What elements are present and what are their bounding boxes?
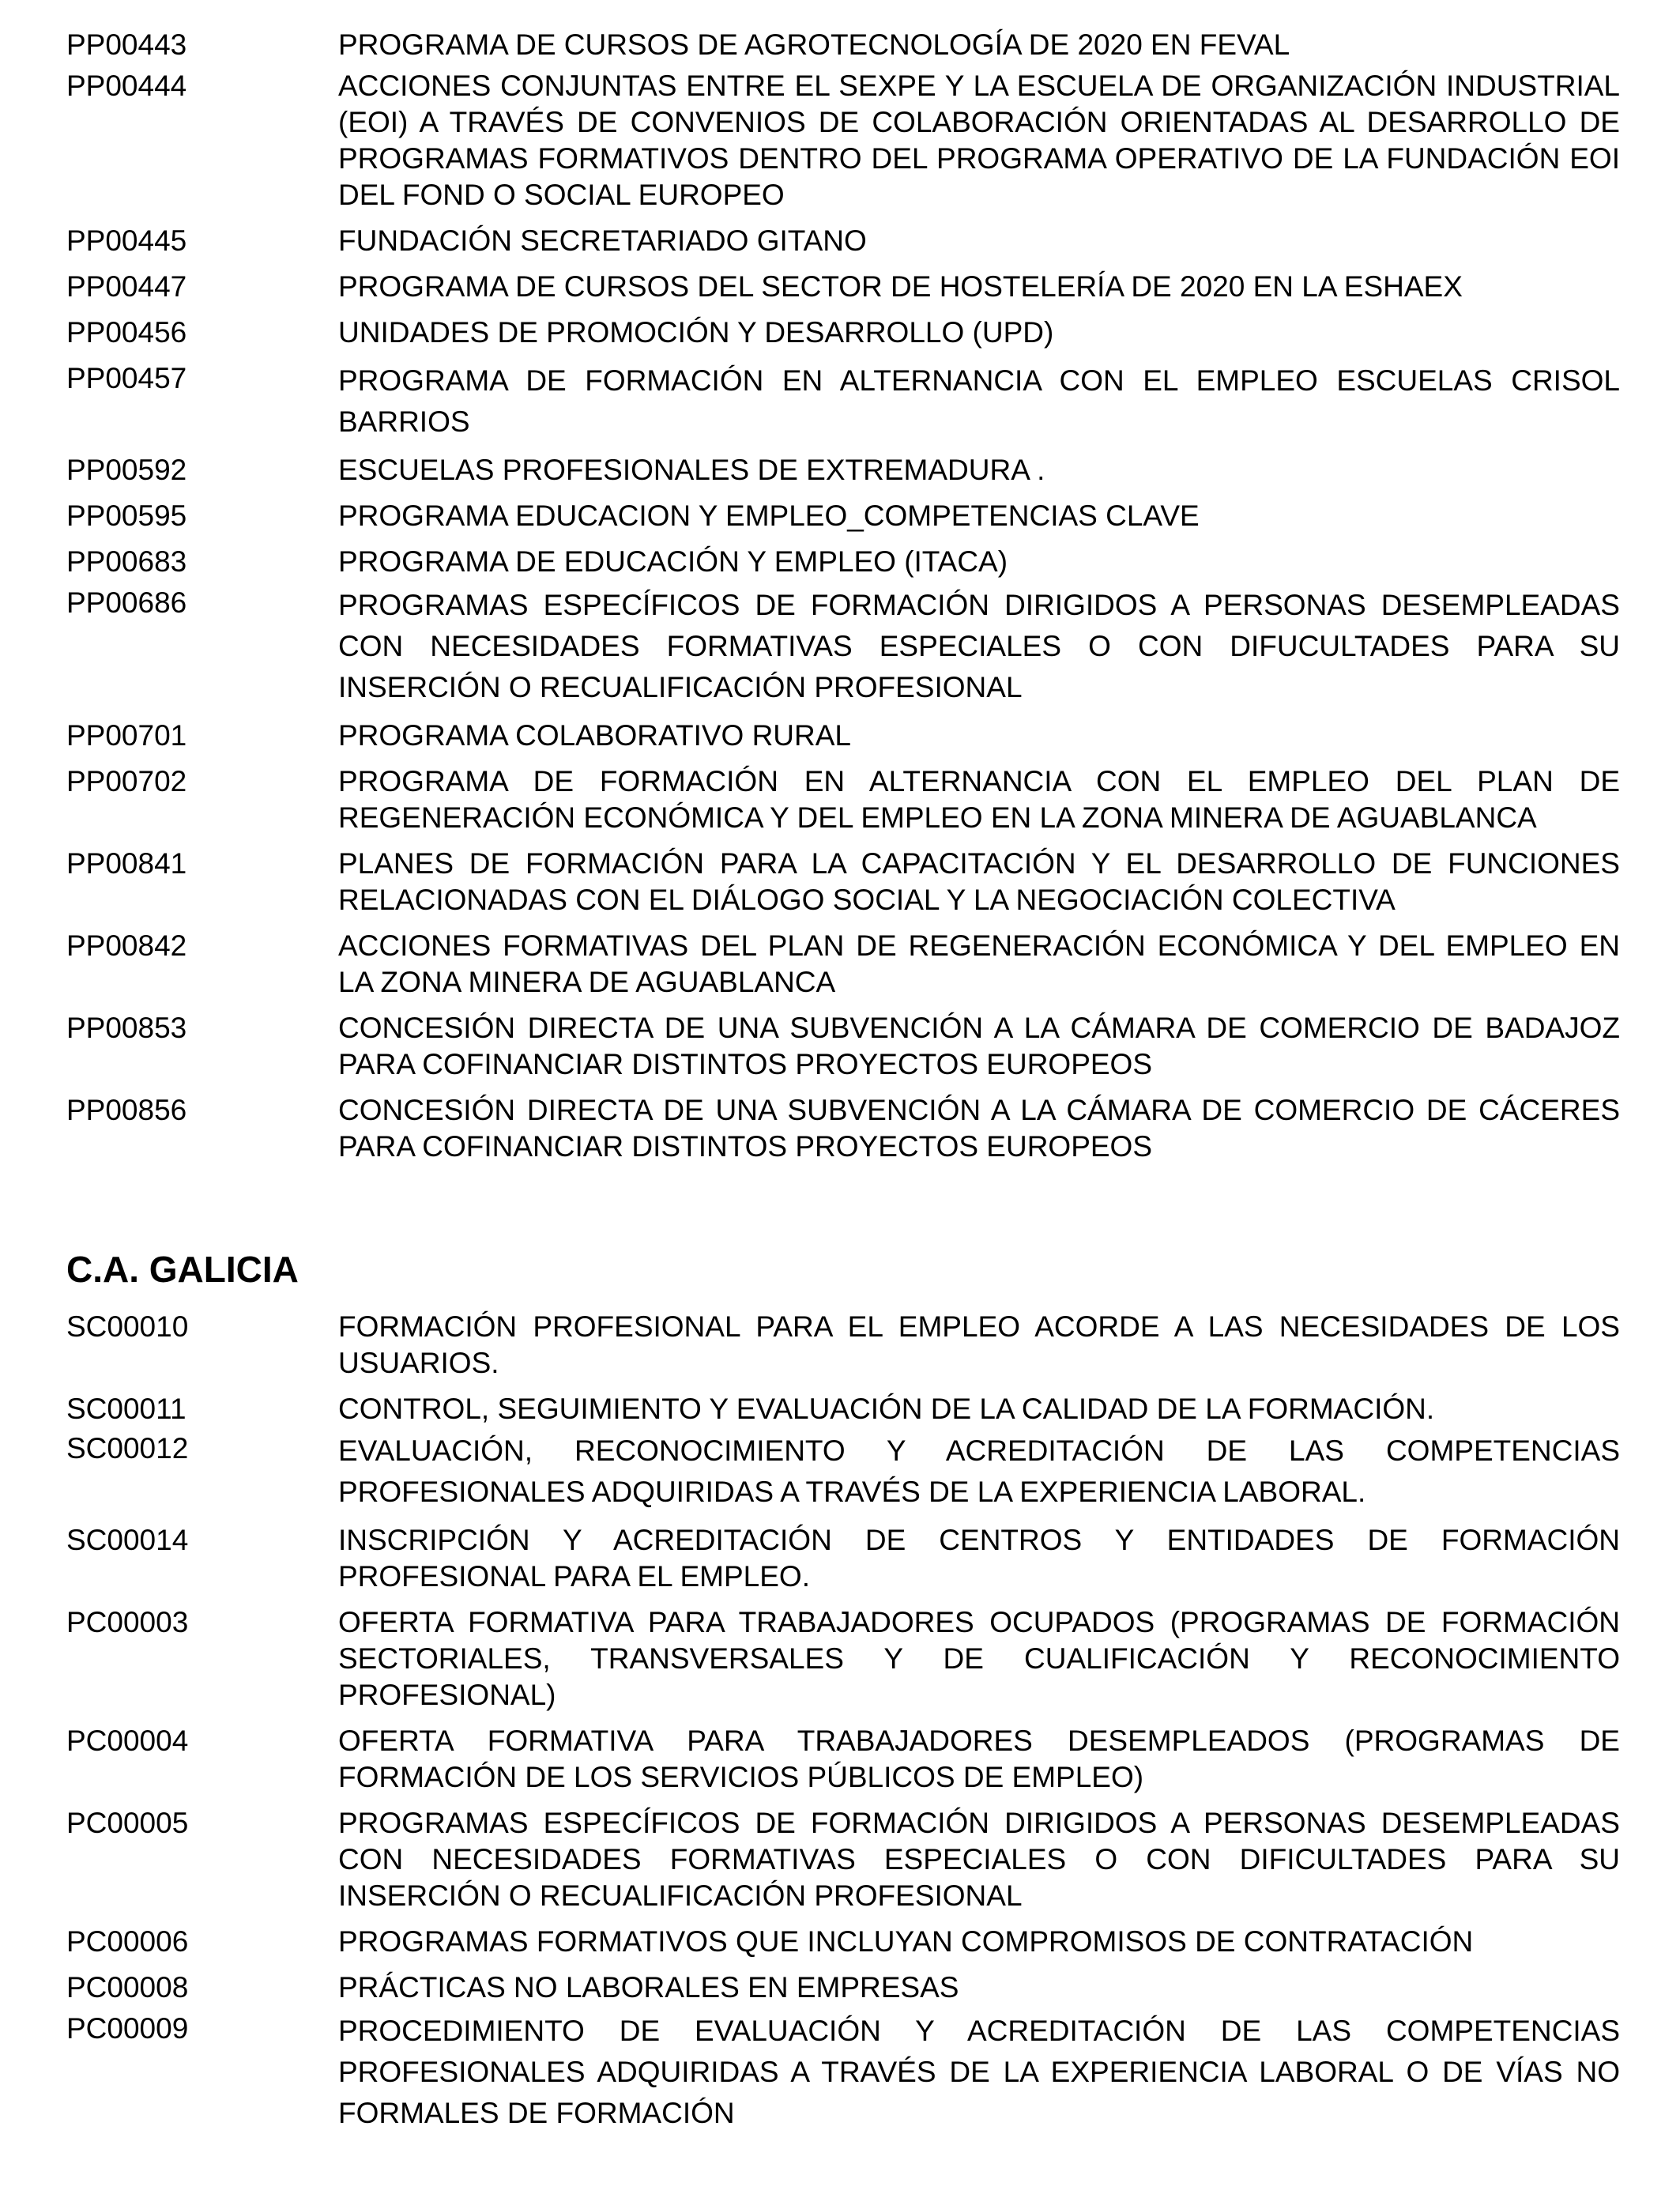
program-description: OFERTA FORMATIVA PARA TRABAJADORES OCUPADOS (PROGRAMAS DE FORMACIÓN SECTORIALES, TRANSVERSALES Y DE CUALIFICACIÓN Y RECONOCIMIENTO PROFESIONAL) <box>338 1606 1620 1711</box>
list-item <box>66 718 1620 754</box>
program-description: PROGRAMAS ESPECÍFICOS DE FORMACIÓN DIRIGIDOS A PERSONAS DESEMPLEADAS CON NECESIDADES FORMATIVAS ESPECIALES O CON DIFICULTADES PARA SU INSERCIÓN O RECUALIFICACIÓN PROFESIONAL <box>338 1807 1620 1912</box>
program-code: PP00856 <box>66 1094 187 1126</box>
list-item <box>66 269 1620 305</box>
list-item <box>66 68 1620 213</box>
program-code: PP00457 <box>66 362 187 394</box>
program-description: ACCIONES FORMATIVAS DEL PLAN DE REGENERACIÓN ECONÓMICA Y DEL EMPLEO EN LA ZONA MINERA DE AGUABLANCA <box>338 929 1620 998</box>
program-description: CONTROL, SEGUIMIENTO Y EVALUACIÓN DE LA CALIDAD DE LA FORMACIÓN. <box>338 1393 1435 1425</box>
program-code: SC00011 <box>66 1393 186 1425</box>
list-item <box>66 544 1620 580</box>
list-item <box>66 1805 1620 1914</box>
program-description: EVALUACIÓN, RECONOCIMIENTO Y ACREDITACIÓN DE LAS COMPETENCIAS PROFESIONALES ADQUIRIDAS A TRAVÉS DE LA EXPERIENCIA LABORAL. <box>338 1434 1620 1508</box>
list-item <box>66 763 1620 836</box>
extremadura-program-list <box>66 27 1620 1165</box>
list-item <box>66 2011 1620 2134</box>
program-code: PP00443 <box>66 28 187 61</box>
program-code: SC00010 <box>66 1310 189 1343</box>
program-code: PP00447 <box>66 270 187 303</box>
program-code: PC00006 <box>66 1925 189 1958</box>
section-heading-galicia: C.A. GALICIA <box>66 1249 299 1290</box>
program-code: PP00592 <box>66 454 187 486</box>
program-description: PROGRAMA DE CURSOS DEL SECTOR DE HOSTELERÍA DE 2020 EN LA ESHAEX <box>338 270 1463 303</box>
program-code: SC00014 <box>66 1524 189 1556</box>
program-code: PP00595 <box>66 499 187 532</box>
program-description: PROGRAMA DE FORMACIÓN EN ALTERNANCIA CON EL EMPLEO ESCUELAS CRISOL BARRIOS <box>338 364 1620 438</box>
program-description: ACCIONES CONJUNTAS ENTRE EL SEXPE Y LA ESCUELA DE ORGANIZACIÓN INDUSTRIAL (EOI) A TRAVÉS DE CONVENIOS DE COLABORACIÓN ORIENTADAS AL DESARROLLO DE PROGRAMAS FORMATIVOS DENTRO DEL PROGRAMA OPERATIVO DE LA FUNDACIÓN EOI DEL FOND O SOCIAL EUROPEO <box>338 70 1620 211</box>
program-code: PP00842 <box>66 929 187 962</box>
program-description: PRÁCTICAS NO LABORALES EN EMPRESAS <box>338 1971 959 2004</box>
program-description: INSCRIPCIÓN Y ACREDITACIÓN DE CENTROS Y ENTIDADES DE FORMACIÓN PROFESIONAL PARA EL EMPLEO. <box>338 1524 1620 1593</box>
program-description: FORMACIÓN PROFESIONAL PARA EL EMPLEO ACORDE A LAS NECESIDADES DE LOS USUARIOS. <box>338 1310 1620 1379</box>
program-code: PP00686 <box>66 586 187 619</box>
list-item <box>66 360 1620 443</box>
list-item <box>66 1604 1620 1713</box>
program-description: PROCEDIMIENTO DE EVALUACIÓN Y ACREDITACIÓN DE LAS COMPETENCIAS PROFESIONALES ADQUIRIDAS A TRAVÉS DE LA EXPERIENCIA LABORAL O DE VÍAS NO FORMALES DE FORMACIÓN <box>338 2015 1620 2129</box>
program-code: PP00456 <box>66 316 187 349</box>
program-description: PROGRAMAS ESPECÍFICOS DE FORMACIÓN DIRIGIDOS A PERSONAS DESEMPLEADAS CON NECESIDADES FORMATIVAS ESPECIALES O CON DIFUCULTADES PARA SU INSERCIÓN O RECUALIFICACIÓN PROFESIONAL <box>338 589 1620 703</box>
program-description: PROGRAMA DE FORMACIÓN EN ALTERNANCIA CON EL EMPLEO DEL PLAN DE REGENERACIÓN ECONÓMICA Y DEL EMPLEO EN LA ZONA MINERA DE AGUABLANCA <box>338 765 1620 834</box>
list-item <box>66 928 1620 1001</box>
program-code: PP00853 <box>66 1012 187 1044</box>
program-code: PC00005 <box>66 1807 189 1839</box>
program-description: CONCESIÓN DIRECTA DE UNA SUBVENCIÓN A LA CÁMARA DE COMERCIO DE CÁCERES PARA COFINANCIAR DISTINTOS PROYECTOS EUROPEOS <box>338 1094 1620 1163</box>
program-description: PROGRAMA EDUCACION Y EMPLEO_COMPETENCIAS CLAVE <box>338 499 1200 532</box>
program-code: PC00008 <box>66 1971 189 2004</box>
list-item <box>66 498 1620 534</box>
program-description: FUNDACIÓN SECRETARIADO GITANO <box>338 224 867 257</box>
list-item <box>66 315 1620 351</box>
list-item <box>66 846 1620 918</box>
program-code: SC00012 <box>66 1432 189 1465</box>
program-code: PC00009 <box>66 2012 189 2045</box>
list-item <box>66 1431 1620 1513</box>
program-description: CONCESIÓN DIRECTA DE UNA SUBVENCIÓN A LA CÁMARA DE COMERCIO DE BADAJOZ PARA COFINANCIAR DISTINTOS PROYECTOS EUROPEOS <box>338 1012 1620 1080</box>
program-code: PC00003 <box>66 1606 189 1638</box>
program-code: PP00445 <box>66 224 187 257</box>
list-item <box>66 223 1620 259</box>
program-description: PROGRAMA COLABORATIVO RURAL <box>338 719 851 752</box>
program-description: OFERTA FORMATIVA PARA TRABAJADORES DESEMPLEADOS (PROGRAMAS DE FORMACIÓN DE LOS SERVICIOS PÚBLICOS DE EMPLEO) <box>338 1725 1620 1793</box>
program-description: UNIDADES DE PROMOCIÓN Y DESARROLLO (UPD) <box>338 316 1054 349</box>
list-item <box>66 1924 1620 1960</box>
program-code: PP00444 <box>66 70 187 102</box>
list-item <box>66 1010 1620 1083</box>
program-code: PP00701 <box>66 719 187 752</box>
list-item <box>66 27 1620 63</box>
list-item <box>66 1391 1620 1427</box>
program-description: PROGRAMA DE CURSOS DE AGROTECNOLOGÍA DE 2020 EN FEVAL <box>338 28 1290 61</box>
list-item <box>66 1092 1620 1165</box>
list-item <box>66 1309 1620 1382</box>
program-description: PLANES DE FORMACIÓN PARA LA CAPACITACIÓN Y EL DESARROLLO DE FUNCIONES RELACIONADAS CON EL DIÁLOGO SOCIAL Y LA NEGOCIACIÓN COLECTIVA <box>338 847 1620 916</box>
list-item <box>66 452 1620 488</box>
program-code: PP00702 <box>66 765 187 797</box>
list-item <box>66 585 1620 708</box>
program-description: PROGRAMA DE EDUCACIÓN Y EMPLEO (ITACA) <box>338 545 1008 578</box>
program-description: PROGRAMAS FORMATIVOS QUE INCLUYAN COMPROMISOS DE CONTRATACIÓN <box>338 1925 1474 1958</box>
galicia-program-list <box>66 1309 1620 2134</box>
program-code: PP00841 <box>66 847 187 880</box>
list-item <box>66 1970 1620 2006</box>
program-code: PP00683 <box>66 545 187 578</box>
list-item <box>66 1522 1620 1595</box>
program-description: ESCUELAS PROFESIONALES DE EXTREMADURA . <box>338 454 1045 486</box>
list-item <box>66 1723 1620 1796</box>
program-code: PC00004 <box>66 1725 189 1757</box>
